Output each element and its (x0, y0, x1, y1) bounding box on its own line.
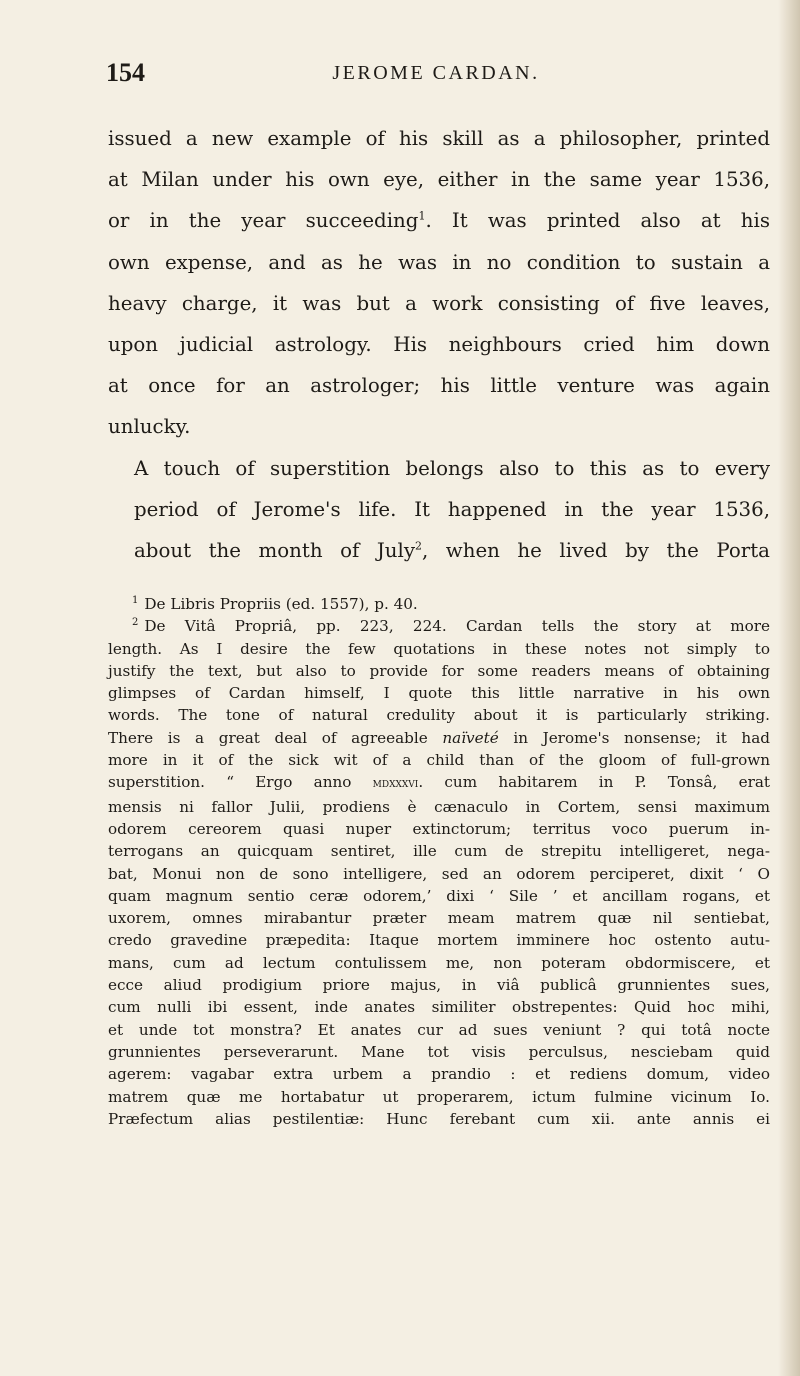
footnote-ref-2: 2 (415, 539, 422, 553)
footnote-2-line (108, 727, 770, 749)
text-line: at once for an astrologer; his little venture was again (108, 374, 770, 398)
footnote-2-line: credo gravedine præpedita: Itaque mortem imminere hoc ostento autu- (108, 931, 770, 950)
footnote-text: De Vitâ Propriâ, pp. 223, 224. Cardan tells the story at more (144, 617, 770, 636)
text-line: period of Jerome's life. It happened in the year 1536, (134, 497, 770, 521)
text-line: at Milan under his own eye, either in the same year 1536, (108, 168, 770, 192)
footnote-2-line: mans, cum ad lectum contulissem me, non poteram obdormiscere, et (108, 953, 770, 972)
footnote-2-line: agerem: vagabar extra urbem a prandio : et rediens domum, video (108, 1065, 770, 1084)
page-edge-shadow (778, 0, 800, 1376)
text-line: A touch of superstition belongs also to this as to every (134, 456, 770, 480)
footnote-1 (108, 593, 770, 615)
footnote-2-line: odorem cereorem quasi nuper extinctorum; territus voco puerum in- (108, 819, 770, 838)
text-line: upon judicial astrology. His neighbours cried him down (108, 333, 770, 357)
text-line: own expense, and as he was in no condition to sustain a (108, 250, 770, 274)
text-line: heavy charge, it was but a work consisting of five leaves, (108, 291, 770, 315)
footnote-2-line: glimpses of Cardan himself, I quote this little narrative in his own (108, 684, 770, 703)
footnote-2-line: words. The tone of natural credulity about it is particularly striking. (108, 706, 770, 725)
footnote-text: De Libris Propriis (ed. 1557), p. 40. (144, 595, 418, 613)
footnote-2-line: terrogans an quicquam sentiret, ille cum de strepitu intelligeret, nega- (108, 842, 770, 861)
footnote-text: There is a great deal of agreeable (108, 728, 443, 747)
paragraph-1 (108, 118, 770, 448)
paragraph-2 (108, 448, 770, 572)
footnote-mark: 1 (132, 594, 139, 606)
text-fragment: . It was printed also at his (425, 209, 770, 233)
footnote-2-line: more in it of the sick wit of a child than of the gloom of full-grown (108, 751, 770, 770)
text-fragment: or in the year succeeding (108, 209, 419, 233)
footnote-smallcaps: mdxxxvi (372, 776, 419, 792)
running-title: JEROME CARDAN. (332, 62, 540, 84)
footnote-2-line: uxorem, omnes mirabantur præter meam matrem quæ nil sentiebat, (108, 909, 770, 928)
page-number: 154 (106, 58, 145, 87)
footnote-2-line: et unde tot monstra? Et anates cur ad sues veniunt ? qui totâ nocte (108, 1020, 770, 1039)
page-header (106, 58, 766, 98)
text-line (108, 530, 770, 571)
footnote-text: superstition. “ Ergo anno (108, 773, 373, 792)
main-text (108, 118, 770, 571)
footnote-2-line: quam magnum sentio ceræ odorem,’ dixi ‘ Sile ’ et ancillam rogans, et (108, 886, 770, 905)
footnote-2-line (108, 771, 770, 795)
footnote-2-line: bat, Monui non de sono intelligere, sed an odorem perciperet, dixit ‘ O (108, 864, 770, 883)
footnote-2-line: Præfectum alias pestilentiæ: Hunc ferebant cum xii. ante annis ei (108, 1109, 770, 1128)
footnote-2-line: mensis ni fallor Julii, prodiens è cænaculo in Cortem, sensi maximum (108, 797, 770, 816)
text-line: unlucky. (108, 415, 191, 439)
footnote-text: in Jerome's nonsense; it had (498, 728, 770, 747)
footnote-2-line: ecce aliud prodigium priore majus, in viâ publicâ grunnientes sues, (108, 976, 770, 995)
footnote-2-line: grunnientes perseverarunt. Mane tot visis perculsus, nesciebam quid (108, 1042, 770, 1061)
footnote-italic: naïveté (442, 728, 499, 747)
footnote-2-line: justify the text, but also to provide for some readers means of obtaining (108, 661, 770, 680)
text-fragment: , when he lived by the Porta (422, 539, 770, 563)
text-line (108, 200, 770, 241)
text-fragment: about the month of July (134, 539, 415, 563)
footnote-ref-1: 1 (418, 209, 426, 223)
footnote-text: . cum habitarem in P. Tonsâ, erat (418, 773, 770, 792)
text-line: issued a new example of his skill as a philosopher, printed (108, 127, 770, 150)
footnote-2-line: cum nulli ibi essent, inde anates similiter obstrepentes: Quid hoc mihi, (108, 998, 770, 1017)
footnote-2-line: matrem quæ me hortabatur ut properarem, ictum fulmine vicinum Io. (108, 1087, 770, 1106)
footnote-mark: 2 (132, 617, 139, 629)
footnotes (108, 593, 770, 1130)
footnote-2-line (108, 615, 770, 637)
footnote-2-line: length. As I desire the few quotations in these notes not simply to (108, 639, 770, 658)
